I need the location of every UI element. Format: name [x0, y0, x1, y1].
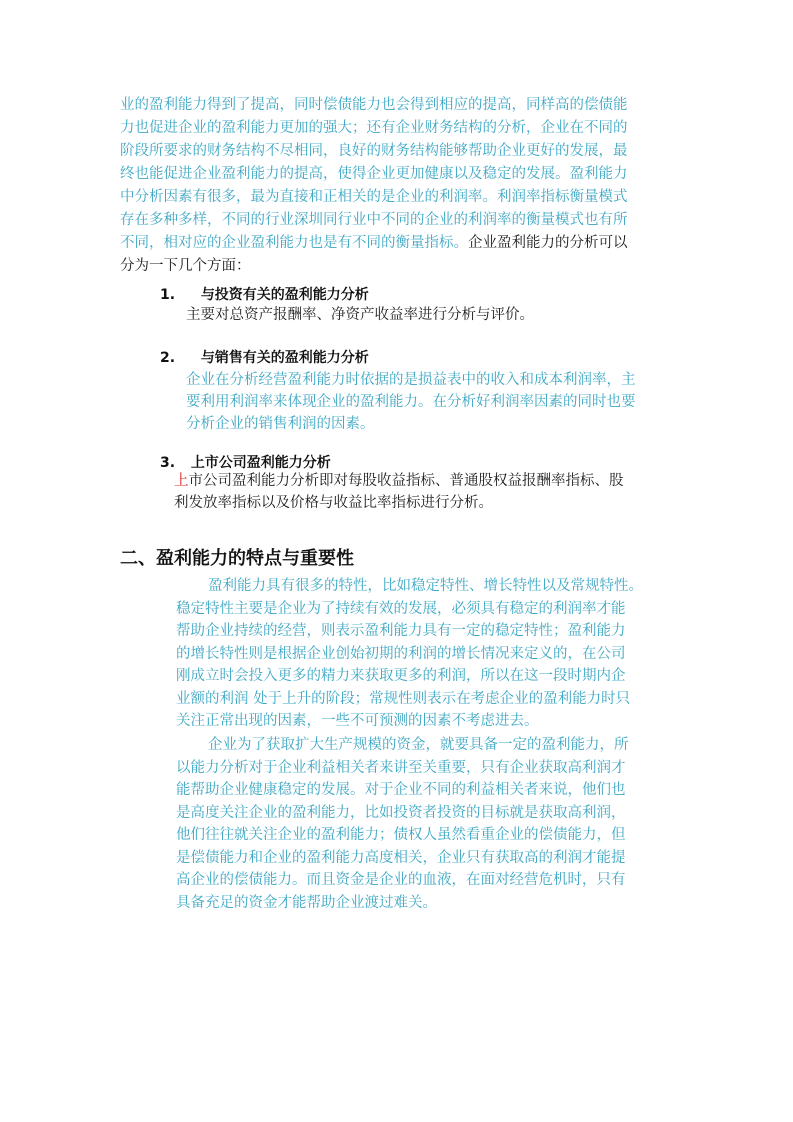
paragraph-line: 盈利能力具有很多的特性，比如稳定特性、增长特性以及常规特性。 — [208, 578, 643, 594]
intro-line: 分为一下几个方面： — [120, 258, 251, 274]
paragraph-line: 能帮助企业健康稳定的发展。对于企业不同的利益相关者来说，他们也 — [176, 782, 626, 798]
item-number: 3. — [160, 455, 176, 471]
paragraph-line: 具备充足的资金才能帮助企业渡过难关。 — [176, 894, 437, 911]
intro-line-part: 企业盈利能力的分析可以 — [468, 235, 628, 251]
paragraph-line: 高企业的偿债能力。而且资金是企业的血液，在面对经营危机时，只有 — [176, 872, 626, 888]
item-line-part: 市公司盈利能力分析即对每股收益指标、普通股权益报酬率指标、股 — [188, 473, 624, 489]
item-title: 与投资有关的盈利能力分析 — [200, 287, 369, 303]
intro-line: 中分析因素有很多，最为直接和正相关的是企业的利润率。利润率指标衡量模式 — [120, 189, 628, 205]
item-2-body — [186, 369, 636, 435]
intro-line-part: 不同，相对应的企业盈利能力也是有不同的衡量指标。 — [120, 235, 468, 251]
item-1-body — [186, 304, 534, 326]
paragraph-line: 关注正常出现的因素，一些不可预测的因素不考虑进去。 — [176, 713, 539, 729]
item-number: 2. — [160, 350, 176, 366]
paragraph-line: 业额的利润 处于上升的阶段；常规性则表示在考虑企业的盈利能力时只 — [176, 690, 631, 707]
item-line: 企业在分析经营盈利能力时依据的是损益表中的收入和成本利润率，主 — [186, 372, 636, 388]
item-3-body — [174, 470, 624, 514]
paragraph-line: 的增长特性则是根据企业创始初期的利润的增长情况来定义的，在公司 — [176, 645, 626, 662]
item-line: 主要对总资产报酬率、净资产收益率进行分析与评价。 — [186, 307, 534, 323]
item-line — [174, 470, 624, 492]
intro-line: 阶段所要求的财务结构不尽相同，良好的财务结构能够帮助企业更好的发展，最 — [120, 143, 628, 159]
item-line-part: 上 — [174, 473, 189, 489]
item-1-heading — [160, 284, 369, 304]
intro-line: 存在多种多样，不同的行业深圳同行业中不同的企业的利润率的衡量模式也有所 — [120, 212, 628, 228]
intro-line: 力也促进企业的盈利能力更加的强大；还有企业财务结构的分析，企业在不同的 — [120, 120, 628, 136]
intro-line: 终也能促进企业盈利能力的提高，使得企业更加健康以及稳定的发展。盈利能力 — [120, 166, 628, 182]
intro-paragraph — [120, 94, 680, 278]
section-2-paragraph-1 — [176, 575, 680, 733]
section-2-heading: 二、盈利能力的特点与重要性 — [120, 548, 354, 569]
paragraph-line: 以能力分析对于企业利益相关者来讲至关重要，只有企业获取高利润才 — [176, 759, 626, 776]
item-title: 与销售有关的盈利能力分析 — [200, 350, 369, 366]
paragraph-line: 是偿债能力和企业的盈利能力高度相关，企业只有获取高的利润才能提 — [176, 849, 626, 866]
item-3-heading — [160, 452, 331, 472]
intro-line — [120, 232, 680, 255]
item-line: 分析企业的销售利润的因素。 — [186, 416, 375, 432]
paragraph-line: 是高度关注企业的盈利能力，比如投资者投资的目标就是获取高利润， — [176, 804, 626, 821]
item-line: 利发放率指标以及价格与收益比率指标进行分析。 — [174, 495, 493, 511]
intro-line: 业的盈利能力得到了提高，同时偿债能力也会得到相应的提高，同样高的偿债能 — [120, 97, 628, 113]
paragraph-line: 企业为了获取扩大生产规模的资金，就要具备一定的盈利能力，所 — [208, 737, 629, 753]
item-2-heading — [160, 347, 369, 367]
paragraph-line: 稳定特性主要是企业为了持续有效的发展，必须具有稳定的利润率才能 — [176, 600, 626, 617]
paragraph-line: 刚成立时会投入更多的精力来获取更多的利润，所以在这一段时期内企 — [176, 668, 626, 684]
paragraph-line: 帮助企业持续的经营，则表示盈利能力具有一定的稳定特性；盈利能力 — [176, 623, 626, 639]
paragraph-line: 他们往往就关注企业的盈利能力；债权人虽然看重企业的偿债能力，但 — [176, 827, 626, 843]
item-title: 上市公司盈利能力分析 — [190, 455, 331, 471]
item-line: 要利用利润率来体现企业的盈利能力。在分析好利润率因素的同时也要 — [186, 394, 636, 410]
item-number: 1. — [160, 287, 176, 303]
section-2-paragraph-2 — [176, 734, 680, 914]
